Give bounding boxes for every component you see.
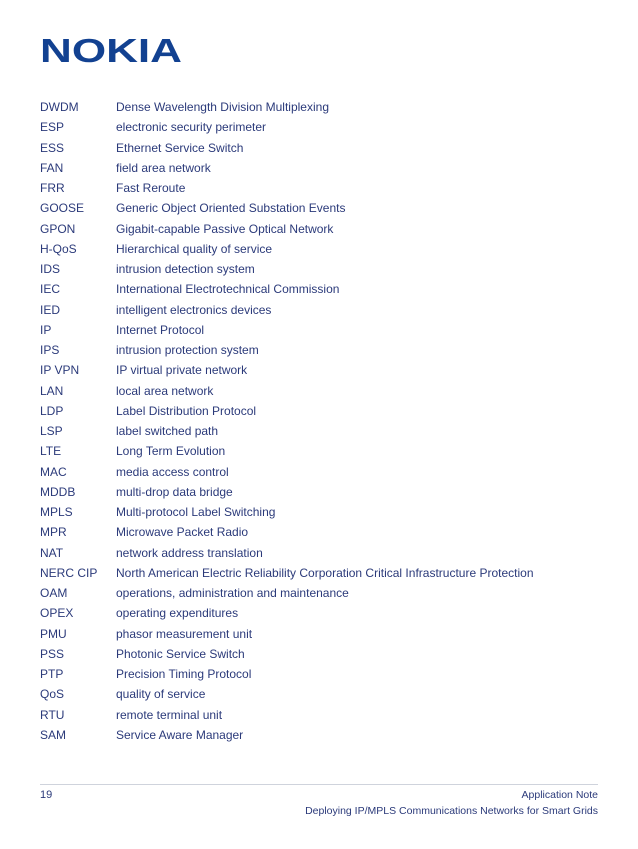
glossary-definition: Gigabit-capable Passive Optical Network bbox=[116, 221, 334, 236]
glossary-definition: Hierarchical quality of service bbox=[116, 241, 273, 256]
glossary-row bbox=[40, 705, 600, 725]
glossary-definition: multi-drop data bridge bbox=[116, 484, 233, 499]
glossary-row bbox=[40, 239, 600, 259]
glossary-row bbox=[40, 543, 600, 563]
glossary-definition: Fast Reroute bbox=[116, 181, 186, 196]
glossary-list bbox=[40, 97, 600, 745]
glossary-row bbox=[40, 563, 600, 583]
glossary-term: LDP bbox=[40, 403, 64, 418]
glossary-term: IED bbox=[40, 302, 61, 317]
svg-text:NOKIA: NOKIA bbox=[40, 36, 182, 64]
glossary-row bbox=[40, 583, 600, 603]
glossary-row bbox=[40, 462, 600, 482]
glossary-row bbox=[40, 158, 600, 178]
glossary-term: LTE bbox=[40, 444, 62, 459]
document-type: Application Note bbox=[521, 789, 598, 801]
glossary-row bbox=[40, 219, 600, 239]
glossary-term: LAN bbox=[40, 383, 64, 398]
glossary-row bbox=[40, 421, 600, 441]
glossary-definition: Photonic Service Switch bbox=[116, 646, 245, 661]
glossary-row bbox=[40, 117, 600, 137]
glossary-row bbox=[40, 684, 600, 704]
glossary-term: IPS bbox=[40, 343, 60, 358]
page-number: 19 bbox=[40, 789, 53, 801]
glossary-row bbox=[40, 320, 600, 340]
glossary-row bbox=[40, 482, 600, 502]
glossary-definition: label switched path bbox=[116, 424, 219, 439]
glossary-term: DWDM bbox=[40, 100, 79, 115]
glossary-row bbox=[40, 644, 600, 664]
glossary-term: PTP bbox=[40, 667, 64, 682]
glossary-term: GOOSE bbox=[40, 201, 85, 216]
glossary-definition: phasor measurement unit bbox=[116, 626, 253, 641]
glossary-row bbox=[40, 624, 600, 644]
glossary-definition: Microwave Packet Radio bbox=[116, 525, 249, 540]
glossary-definition: intrusion protection system bbox=[116, 343, 259, 358]
glossary-term: MPR bbox=[40, 525, 67, 540]
glossary-row bbox=[40, 401, 600, 421]
glossary-definition: remote terminal unit bbox=[116, 707, 223, 722]
glossary-definition: International Electrotechnical Commission bbox=[116, 282, 340, 297]
glossary-term: PSS bbox=[40, 646, 65, 661]
glossary-term: IP bbox=[40, 322, 52, 337]
glossary-term: IDS bbox=[40, 262, 61, 277]
glossary-definition: intelligent electronics devices bbox=[116, 302, 272, 317]
glossary-definition: Long Term Evolution bbox=[116, 444, 226, 459]
glossary-row bbox=[40, 198, 600, 218]
footer-document-info bbox=[305, 787, 598, 819]
glossary-definition: Ethernet Service Switch bbox=[116, 140, 244, 155]
footer-divider bbox=[40, 784, 598, 785]
glossary-definition: media access control bbox=[116, 464, 229, 479]
glossary-row bbox=[40, 340, 600, 360]
glossary-term: FRR bbox=[40, 181, 65, 196]
glossary-row bbox=[40, 725, 600, 745]
glossary-term: IEC bbox=[40, 282, 61, 297]
glossary-term: NAT bbox=[40, 545, 64, 560]
glossary-term: MPLS bbox=[40, 505, 73, 520]
glossary-row bbox=[40, 522, 600, 542]
glossary-definition: Service Aware Manager bbox=[116, 727, 244, 742]
glossary-definition: Internet Protocol bbox=[116, 322, 205, 337]
glossary-definition: network address translation bbox=[116, 545, 263, 560]
glossary-definition: Multi-protocol Label Switching bbox=[116, 505, 276, 520]
glossary-term: IP VPN bbox=[40, 363, 80, 378]
glossary-definition: Dense Wavelength Division Multiplexing bbox=[116, 100, 329, 115]
glossary-definition: electronic security perimeter bbox=[116, 120, 267, 135]
glossary-row bbox=[40, 178, 600, 198]
document-title: Deploying IP/MPLS Communications Networks for Smart Grids bbox=[305, 805, 598, 817]
glossary-definition: intrusion detection system bbox=[116, 262, 255, 277]
glossary-definition: operating expenditures bbox=[116, 606, 239, 621]
glossary-row bbox=[40, 603, 600, 623]
glossary-definition: North American Electric Reliability Corporation Critical Infrastructure Protection bbox=[116, 565, 534, 580]
glossary-definition: field area network bbox=[116, 160, 211, 175]
glossary-term: NERC CIP bbox=[40, 565, 98, 580]
glossary-term: FAN bbox=[40, 160, 64, 175]
glossary-row bbox=[40, 138, 600, 158]
glossary-term: MDDB bbox=[40, 484, 76, 499]
glossary-definition: local area network bbox=[116, 383, 214, 398]
glossary-term: MAC bbox=[40, 464, 67, 479]
glossary-definition: IP virtual private network bbox=[116, 363, 248, 378]
glossary-row bbox=[40, 441, 600, 461]
glossary-row bbox=[40, 259, 600, 279]
glossary-definition: Precision Timing Protocol bbox=[116, 667, 252, 682]
glossary-definition: Label Distribution Protocol bbox=[116, 403, 257, 418]
glossary-term: PMU bbox=[40, 626, 67, 641]
nokia-logo-icon bbox=[40, 36, 182, 64]
glossary-definition: operations, administration and maintenance bbox=[116, 586, 349, 601]
glossary-definition: Generic Object Oriented Substation Events bbox=[116, 201, 346, 216]
nokia-logo bbox=[40, 36, 182, 64]
glossary-row bbox=[40, 381, 600, 401]
glossary-row bbox=[40, 360, 600, 380]
glossary-term: QoS bbox=[40, 687, 65, 702]
glossary-row bbox=[40, 502, 600, 522]
glossary-row bbox=[40, 300, 600, 320]
glossary-term: OAM bbox=[40, 586, 68, 601]
glossary-term: RTU bbox=[40, 707, 65, 722]
glossary-row bbox=[40, 279, 600, 299]
glossary-term: SAM bbox=[40, 727, 67, 742]
glossary-term: ESP bbox=[40, 120, 65, 135]
glossary-term: H-QoS bbox=[40, 241, 77, 256]
glossary-row bbox=[40, 664, 600, 684]
glossary-term: OPEX bbox=[40, 606, 74, 621]
glossary-definition: quality of service bbox=[116, 687, 206, 702]
glossary-term: LSP bbox=[40, 424, 63, 439]
glossary-term: ESS bbox=[40, 140, 65, 155]
glossary-row bbox=[40, 97, 600, 117]
glossary-term: GPON bbox=[40, 221, 76, 236]
